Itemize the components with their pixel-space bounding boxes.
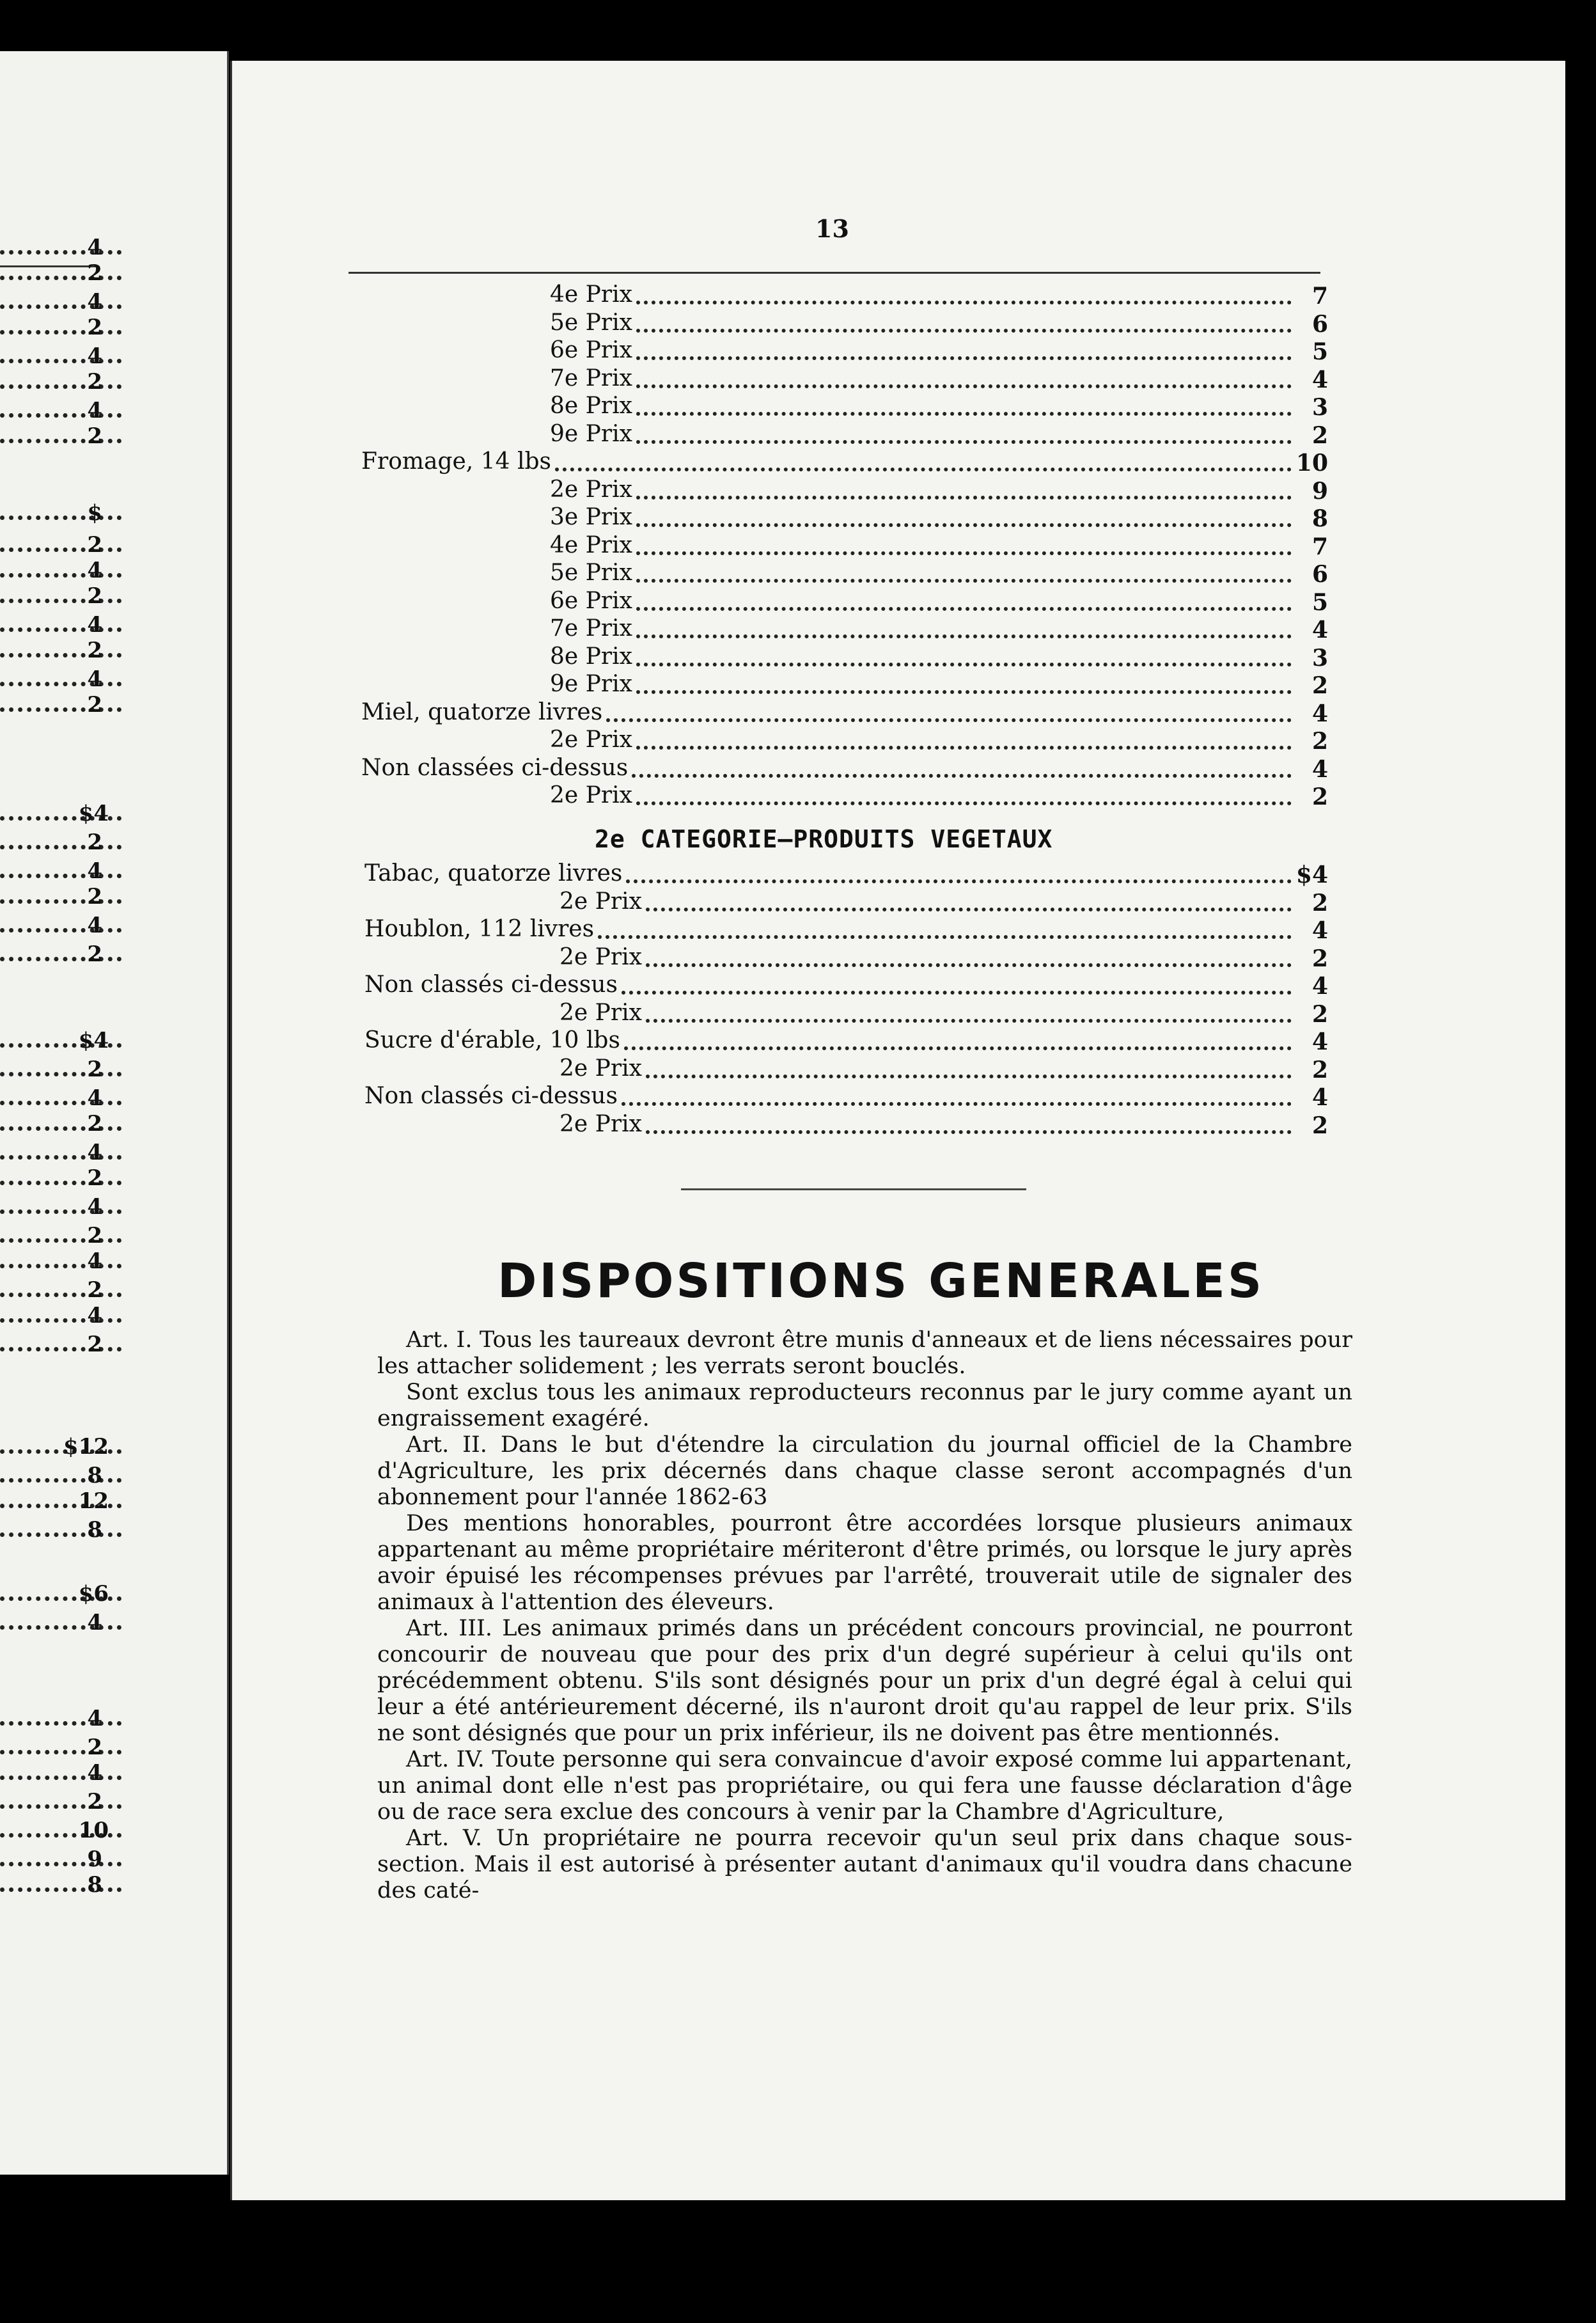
prize-amount: 6 bbox=[1311, 561, 1328, 588]
leader-dots bbox=[636, 579, 1292, 583]
left-page-row bbox=[0, 556, 217, 582]
leader-dots bbox=[646, 1019, 1292, 1023]
left-page-row bbox=[0, 1247, 217, 1273]
left-page-amount: 4 bbox=[87, 1085, 102, 1111]
prize-row bbox=[559, 1055, 1346, 1083]
leader-dots bbox=[636, 412, 1292, 416]
left-page-row bbox=[0, 665, 217, 691]
prize-amount: 2 bbox=[1311, 421, 1328, 449]
left-page-row bbox=[0, 636, 217, 662]
left-page-row bbox=[0, 1027, 217, 1052]
prize-label: 5e Prix bbox=[550, 560, 632, 586]
prize-amount: $4 bbox=[1295, 862, 1328, 888]
left-page-row bbox=[0, 422, 217, 448]
left-page-amount: 2 bbox=[87, 1057, 102, 1082]
prize-label: Miel, quatorze livres bbox=[361, 698, 603, 725]
article-1-exclusion-paragraph: Sont exclus tous les animaux reproducteurs reconnus par le jury comme ayant un engraissement exagéré. bbox=[377, 1380, 1352, 1431]
left-page-row bbox=[0, 1433, 217, 1458]
left-page-amount: 9 bbox=[87, 1847, 102, 1872]
left-page-amount: 8 bbox=[87, 1463, 102, 1488]
section-divider bbox=[681, 1188, 1026, 1190]
page-number: 13 bbox=[815, 214, 849, 243]
left-page-row bbox=[0, 1461, 217, 1487]
left-page-amount: 4 bbox=[87, 666, 102, 692]
left-page-amount: 2 bbox=[87, 1111, 102, 1137]
left-page-row bbox=[0, 611, 217, 636]
prize-amount: 4 bbox=[1311, 700, 1328, 727]
prize-amount: 2 bbox=[1311, 1000, 1328, 1028]
leader-dots bbox=[555, 468, 1292, 471]
left-page-row bbox=[0, 940, 217, 966]
left-page-amount: 2 bbox=[87, 423, 102, 449]
left-page-amount: 12 bbox=[78, 1488, 109, 1514]
left-page-amount: 2 bbox=[87, 1165, 102, 1191]
prize-amount: 5 bbox=[1311, 588, 1328, 616]
left-page-amount: 2 bbox=[87, 830, 102, 855]
left-page-row bbox=[0, 397, 217, 422]
prize-label: 2e Prix bbox=[559, 1110, 642, 1137]
leader-dots bbox=[598, 935, 1292, 939]
left-page-amount: $12 bbox=[63, 1434, 109, 1460]
prize-amount: 2 bbox=[1311, 889, 1328, 917]
left-page-row bbox=[0, 1705, 217, 1730]
prize-label: 2e Prix bbox=[550, 727, 632, 753]
article-4-paragraph: Art. IV. Toute personne qui sera convaincue d'avoir exposé comme lui appartenant, un animal dont elle n'est pas propriétaire, ou qui fera une fausse déclaration d'âge ou de race sera exclue des concours à venir par la Chambre d'Agriculture, bbox=[377, 1747, 1352, 1825]
leader-dots bbox=[636, 801, 1292, 805]
leader-dots bbox=[636, 523, 1292, 527]
left-page-row bbox=[0, 1276, 217, 1302]
left-page-amount: 4 bbox=[87, 1194, 102, 1220]
left-page-amount: 2 bbox=[87, 692, 102, 718]
prize-row bbox=[559, 1111, 1346, 1139]
leader-dots bbox=[624, 1046, 1292, 1050]
left-page-amount: 2 bbox=[87, 532, 102, 558]
left-page-amount: 4 bbox=[87, 1248, 102, 1274]
left-page-row bbox=[0, 1330, 217, 1356]
left-page-amount: 2 bbox=[87, 1223, 102, 1248]
prize-amount: 7 bbox=[1311, 283, 1328, 310]
prize-row bbox=[364, 1027, 1346, 1055]
prize-amount: 4 bbox=[1311, 917, 1328, 944]
left-page-row bbox=[0, 911, 217, 937]
category-title: 2e CATEGORIE—PRODUITS VEGETAUX bbox=[595, 825, 1053, 853]
left-page-row bbox=[0, 828, 217, 854]
left-page-row bbox=[0, 313, 217, 339]
prize-row bbox=[550, 365, 1346, 393]
header-rule bbox=[348, 272, 1320, 274]
leader-dots bbox=[636, 551, 1292, 555]
left-page-row bbox=[0, 1871, 217, 1896]
leader-dots bbox=[636, 663, 1292, 666]
prize-label: 7e Prix bbox=[550, 615, 632, 642]
prize-amount: 2 bbox=[1311, 728, 1328, 755]
left-page-row bbox=[0, 1580, 217, 1605]
prize-row bbox=[559, 1000, 1346, 1028]
left-page-amount: 4 bbox=[87, 1303, 102, 1328]
prize-amount: 8 bbox=[1311, 505, 1328, 532]
left-page-row bbox=[0, 531, 217, 556]
left-page-amount: 2 bbox=[87, 1735, 102, 1760]
left-page-amount: 2 bbox=[87, 1332, 102, 1357]
leader-dots bbox=[646, 963, 1292, 967]
left-page-row bbox=[0, 1733, 217, 1759]
prize-amount: 3 bbox=[1311, 644, 1328, 672]
prize-label: 8e Prix bbox=[550, 643, 632, 670]
leader-dots bbox=[636, 607, 1292, 611]
prize-label: 5e Prix bbox=[550, 309, 632, 336]
prize-label: Non classés ci-dessus bbox=[364, 972, 618, 998]
prize-label: 4e Prix bbox=[550, 532, 632, 558]
prize-row bbox=[559, 944, 1346, 972]
left-page-row bbox=[0, 582, 217, 608]
left-page-amount: 4 bbox=[87, 1760, 102, 1786]
prize-row bbox=[550, 588, 1346, 616]
prize-amount: 4 bbox=[1311, 617, 1328, 643]
prize-row bbox=[364, 916, 1346, 944]
prize-row bbox=[550, 476, 1346, 505]
article-3-paragraph: Art. III. Les animaux primés dans un précédent concours provincial, ne pourront concourir de nouveau que pour des prix d'un degré supérieur à celui qu'ils ont précédemment obtenu. S'ils sont désignés pour un prix d'un degré égal à celui qui leur a été antérieurement décerné, ils n'auront droit qu'au rappel de leur prix. S'ils ne sont désignés que pour un prix inférieur, ils ne doivent pas être mentionnés. bbox=[377, 1616, 1352, 1746]
prize-label: Sucre d'érable, 10 lbs bbox=[364, 1027, 620, 1053]
prize-amount: 2 bbox=[1311, 1056, 1328, 1083]
left-page-row bbox=[0, 691, 217, 716]
left-page-amount: 2 bbox=[87, 941, 102, 967]
prize-row bbox=[364, 1083, 1346, 1111]
prize-amount: 4 bbox=[1311, 1084, 1328, 1111]
prize-label: 2e Prix bbox=[550, 476, 632, 503]
article-2-paragraph: Art. II. Dans le but d'étendre la circulation du journal officiel de la Chambre d'Agriculture, les prix décernés dans chaque classe seront accompagnés d'un abonnement pour l'année 1862-63 bbox=[377, 1432, 1352, 1510]
prize-label: 2e Prix bbox=[559, 943, 642, 970]
prize-amount: 6 bbox=[1311, 310, 1328, 338]
prize-label: 9e Prix bbox=[550, 671, 632, 697]
left-page-amount: 4 bbox=[87, 1706, 102, 1731]
prize-row bbox=[550, 727, 1346, 755]
left-page-amount: 2 bbox=[87, 583, 102, 609]
prize-row bbox=[550, 671, 1346, 699]
left-page-row bbox=[0, 499, 217, 524]
prize-amount: 7 bbox=[1311, 533, 1328, 560]
left-page-row bbox=[0, 1759, 217, 1784]
honorable-mentions-paragraph: Des mentions honorables, pourront être accordées lorsque plusieurs animaux appartenant au même propriétaire mériteront d'être primés, ou lorsque le jury après avoir épuisé les récompenses prévues par l'arrêté, trouverait utile de signaler des animaux à l'attention des éleveurs. bbox=[377, 1511, 1352, 1615]
prize-label: 2e Prix bbox=[559, 888, 642, 915]
left-page-row bbox=[0, 1816, 217, 1842]
leader-dots bbox=[636, 356, 1292, 360]
left-page-amount: $4 bbox=[78, 1028, 109, 1053]
prize-label: 2e Prix bbox=[550, 782, 632, 808]
left-page-amount: 4 bbox=[87, 235, 102, 260]
leader-dots bbox=[646, 1075, 1292, 1078]
prize-label: 9e Prix bbox=[550, 420, 632, 447]
prize-amount: 2 bbox=[1311, 945, 1328, 972]
prize-row bbox=[550, 782, 1346, 810]
left-page-amount: 2 bbox=[87, 638, 102, 663]
leader-dots bbox=[636, 746, 1292, 750]
left-page-amount: 2 bbox=[87, 260, 102, 286]
prize-amount: 4 bbox=[1311, 973, 1328, 1000]
prize-amount: 9 bbox=[1311, 477, 1328, 505]
prize-label: Non classées ci-dessus bbox=[361, 754, 629, 781]
article-1-paragraph: Art. I. Tous les taureaux devront être munis d'anneaux et de liens nécessaires pour les attacher solidement ; les verrats seront bouclés. bbox=[377, 1327, 1352, 1379]
prize-amount: 5 bbox=[1311, 338, 1328, 365]
left-page-amount: 8 bbox=[87, 1872, 102, 1898]
left-page-amount: 4 bbox=[87, 1610, 102, 1635]
prize-row bbox=[559, 888, 1346, 917]
left-page-row bbox=[0, 1138, 217, 1164]
left-page-amount: 2 bbox=[87, 884, 102, 910]
left-page-amount: 2 bbox=[87, 369, 102, 395]
prize-label: Tabac, quatorze livres bbox=[364, 860, 623, 886]
left-page-amount: 8 bbox=[87, 1517, 102, 1543]
left-page-amount: 4 bbox=[87, 913, 102, 938]
left-page-amount: 2 bbox=[87, 1789, 102, 1815]
leader-dots bbox=[636, 634, 1292, 638]
leader-dots bbox=[626, 879, 1292, 883]
leader-dots bbox=[636, 384, 1292, 388]
prize-row bbox=[361, 755, 1346, 783]
prize-row bbox=[550, 310, 1346, 338]
prize-amount: 4 bbox=[1311, 1028, 1328, 1055]
left-page-row bbox=[0, 1788, 217, 1813]
prize-row bbox=[550, 281, 1346, 310]
left-page-amount: 4 bbox=[87, 612, 102, 638]
left-page-row bbox=[0, 1193, 217, 1218]
left-page-row bbox=[0, 1110, 217, 1135]
prize-label: 8e Prix bbox=[550, 393, 632, 419]
prize-label: 2e Prix bbox=[559, 999, 642, 1026]
left-page-row bbox=[0, 1302, 217, 1327]
leader-dots bbox=[646, 908, 1292, 911]
left-page-amount: 4 bbox=[87, 1140, 102, 1165]
prize-label: 2e Prix bbox=[559, 1055, 642, 1082]
left-page-amount: 2 bbox=[87, 315, 102, 340]
prize-row bbox=[364, 860, 1346, 888]
prize-amount: 4 bbox=[1311, 366, 1328, 393]
prize-label: 6e Prix bbox=[550, 587, 632, 614]
left-page-row bbox=[0, 1055, 217, 1081]
left-page-row bbox=[0, 1516, 217, 1541]
leader-dots bbox=[646, 1130, 1292, 1134]
left-page-amount: 4 bbox=[87, 398, 102, 423]
leader-dots bbox=[636, 301, 1292, 304]
prize-row bbox=[361, 448, 1346, 476]
prize-row bbox=[550, 393, 1346, 421]
left-page-fragment bbox=[0, 51, 229, 2175]
leader-dots bbox=[636, 496, 1292, 500]
general-provisions-text bbox=[377, 1327, 1352, 1904]
left-page-row bbox=[0, 1222, 217, 1247]
prize-amount: 3 bbox=[1311, 394, 1328, 421]
left-page-row bbox=[0, 1845, 217, 1871]
prize-label: 3e Prix bbox=[550, 504, 632, 530]
leader-dots bbox=[636, 690, 1292, 694]
left-page-row bbox=[0, 368, 217, 393]
prize-amount: 2 bbox=[1311, 1112, 1328, 1139]
left-page-row bbox=[0, 288, 217, 313]
prize-label: Non classés ci-dessus bbox=[364, 1083, 618, 1109]
left-page-row bbox=[0, 342, 217, 368]
prize-row bbox=[550, 421, 1346, 449]
left-page-amount: 4 bbox=[87, 558, 102, 583]
leader-dots bbox=[632, 774, 1292, 778]
prize-amount: 4 bbox=[1311, 755, 1328, 783]
left-page-amount: $4 bbox=[78, 801, 109, 826]
left-page-amount: 4 bbox=[87, 858, 102, 884]
article-5-paragraph: Art. V. Un propriétaire ne pourra recevoir qu'un seul prix dans chaque sous-section. Mais il est autorisé à présenter autant d'animaux qu'il voudra dans chacune des caté- bbox=[377, 1825, 1352, 1903]
left-page-row bbox=[0, 857, 217, 883]
prize-label: 7e Prix bbox=[550, 365, 632, 391]
left-page-amount: $ bbox=[87, 500, 102, 526]
prize-row bbox=[550, 643, 1346, 672]
left-page-amount: 4 bbox=[87, 289, 102, 315]
prize-amount: 2 bbox=[1311, 784, 1328, 810]
leader-dots bbox=[606, 718, 1292, 722]
left-page-row bbox=[0, 1164, 217, 1190]
left-page-row bbox=[0, 1084, 217, 1110]
left-page-amount: 2 bbox=[87, 1277, 102, 1303]
prize-label: 6e Prix bbox=[550, 337, 632, 363]
leader-dots bbox=[636, 440, 1292, 444]
prize-row bbox=[550, 532, 1346, 560]
left-page-amount: 4 bbox=[87, 343, 102, 369]
prize-row bbox=[550, 615, 1346, 643]
leader-dots bbox=[636, 329, 1292, 333]
prize-row bbox=[550, 560, 1346, 588]
section-heading: DISPOSITIONS GENERALES bbox=[497, 1254, 1265, 1309]
left-page-row bbox=[0, 233, 217, 259]
left-page-row bbox=[0, 259, 217, 285]
left-page-row bbox=[0, 1487, 217, 1513]
leader-dots bbox=[622, 1102, 1292, 1106]
leader-dots bbox=[622, 991, 1292, 995]
prize-row bbox=[550, 504, 1346, 532]
left-page-row bbox=[0, 799, 217, 825]
prize-amount: 10 bbox=[1295, 450, 1328, 476]
prize-label: Fromage, 14 lbs bbox=[361, 448, 551, 475]
prize-amount: 2 bbox=[1311, 672, 1328, 699]
left-page-row bbox=[0, 1609, 217, 1634]
prize-row bbox=[364, 972, 1346, 1000]
left-page-amount: $6 bbox=[78, 1581, 109, 1607]
prize-label: 4e Prix bbox=[550, 281, 632, 308]
left-page-row bbox=[0, 883, 217, 908]
left-page-amount: 10 bbox=[78, 1818, 109, 1843]
prize-row bbox=[550, 337, 1346, 365]
prize-label: Houblon, 112 livres bbox=[364, 916, 595, 942]
prize-row bbox=[361, 699, 1346, 727]
